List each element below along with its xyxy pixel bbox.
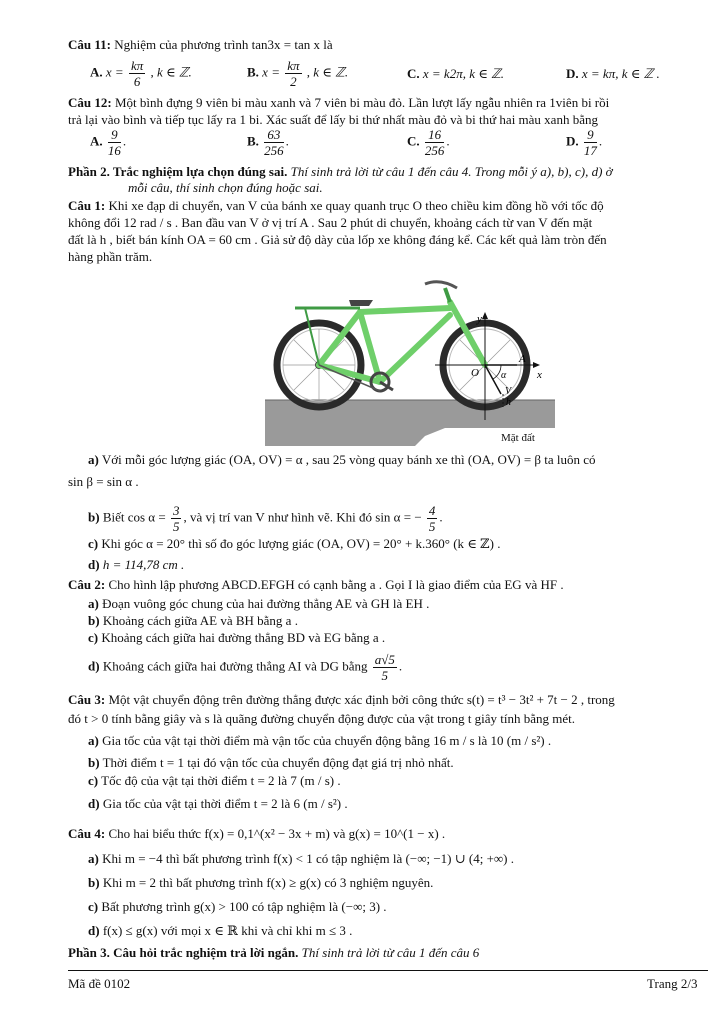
c4-item-d <box>88 923 352 939</box>
option-text: x = k2π, k ∈ ℤ. <box>422 66 505 81</box>
part2-instruction: Thí sinh trả lời từ câu 1 đến câu 4. Trong mỗi ý a), b), c), d) ở <box>290 164 613 179</box>
c2-item-a <box>88 596 429 612</box>
item-text: Khi góc α = 20° thì số đo góc lượng giác (OA, OV) = 20° + k.360° (k ∈ ℤ) . <box>101 536 501 551</box>
label-x: x <box>537 369 542 381</box>
c4-label: Câu 4: <box>68 826 106 841</box>
part3-header <box>68 945 479 961</box>
footer-page-number: Trang 2/3 <box>647 976 698 991</box>
c3-item-c <box>88 773 341 789</box>
item-text: Khoảng cách giữa AE và BH bằng a . <box>102 613 298 628</box>
footer-divider <box>68 970 708 971</box>
option-fraction: $\frac{9}{17}$ <box>583 127 597 158</box>
item-label: b) <box>88 755 100 770</box>
option-post: . <box>446 133 450 149</box>
option-post: , k ∈ ℤ. <box>150 64 192 80</box>
item-label: c) <box>88 773 99 788</box>
option-letter: D. <box>566 133 579 149</box>
item-fraction: $\frac{3}{5}$ <box>172 503 180 534</box>
c2-item-c <box>88 630 385 646</box>
c1-item-c <box>88 536 501 552</box>
c1-line3: đất là h , biết bán kính OA = 60 cm . Giả sử độ dày của lốp xe không đáng kể. Các kết quả làm tròn đến <box>68 232 607 247</box>
q11-option-c <box>407 66 504 82</box>
label-h: h <box>506 397 511 408</box>
q12-option-c <box>407 127 450 158</box>
item-text: Thời điểm t = 1 tại đó vận tốc của chuyển động đạt giá trị nhỏ nhất. <box>102 755 454 770</box>
c3-item-d <box>88 796 348 812</box>
item-text: Gia tốc của vật tại thời điểm t = 2 là 6 (m / s²) . <box>102 796 348 811</box>
option-fraction: $\frac{9}{16}$ <box>107 127 121 158</box>
item-fraction-2: $\frac{4}{5}$ <box>428 503 436 534</box>
c1-item-b <box>88 503 443 534</box>
c1-item-a <box>88 452 596 468</box>
c1-label: Câu 1: <box>68 198 106 213</box>
option-letter: A. <box>90 64 103 80</box>
label-alpha: α <box>501 370 507 381</box>
item-text: Tốc độ của vật tại thời điểm t = 2 là 7 (m / s) . <box>101 773 341 788</box>
option-post: . <box>285 133 289 149</box>
c1-item-d <box>88 557 184 573</box>
q11-option-d <box>566 66 660 82</box>
item-label: d) <box>88 557 100 572</box>
item-fraction: $\frac{a√5}{5}$ <box>374 652 395 683</box>
item-text: Bất phương trình g(x) > 100 có tập nghiệm là (−∞; 3) . <box>101 899 387 914</box>
q12-line2: trả lại vào bình và tiếp tục lấy ra 1 bi. Xác suất để lấy bi thứ nhất màu đỏ và bi thứ hai màu xanh bằng <box>68 112 598 127</box>
item-label: a) <box>88 851 99 866</box>
part3-title: Phần 3. Câu hỏi trắc nghiệm trả lời ngắn. <box>68 945 299 960</box>
q11-option-b <box>247 58 348 89</box>
c3-text-1: Một vật chuyển động trên đường thẳng được xác định bởi công thức s(t) = t³ − 3t² + 7t − 2 , trong <box>108 692 615 707</box>
q12-line1 <box>68 95 609 111</box>
part2-title: Phần 2. Trắc nghiệm lựa chọn đúng sai. <box>68 164 288 179</box>
item-text: Khi m = −4 thì bất phương trình f(x) < 1 có tập nghiệm là (−∞; −1) ∪ (4; +∞) . <box>102 851 515 866</box>
item-text-post: . <box>439 509 443 525</box>
label-v: V <box>505 386 512 397</box>
item-label: d) <box>88 796 100 811</box>
c4-item-a <box>88 851 514 867</box>
c2-stem <box>68 577 564 593</box>
item-text: Gia tốc của vật tại thời điểm mà vận tốc của chuyển động bằng 16 m / s là 10 (m / s²) . <box>102 733 552 748</box>
option-pre: x = <box>262 64 280 80</box>
item-text-post: . <box>398 658 403 674</box>
item-label: b) <box>88 509 100 525</box>
c2-label: Câu 2: <box>68 577 106 592</box>
item-label: b) <box>88 613 100 628</box>
option-letter: B. <box>247 64 259 80</box>
part2-instruction-2: mỗi câu, thí sinh chọn đúng hoặc sai. <box>128 180 323 195</box>
item-label: b) <box>88 875 100 890</box>
label-o: O <box>471 367 479 379</box>
option-text: x = kπ, k ∈ ℤ . <box>581 66 660 81</box>
ground-label: Mặt đất <box>501 432 535 444</box>
c1-item-a-cont: sin β = sin α . <box>68 474 139 489</box>
c4-text: Cho hai biểu thức f(x) = 0,1^(x² − 3x + m) và g(x) = 10^(1 − x) . <box>108 826 446 841</box>
item-label: a) <box>88 452 99 467</box>
q12-label: Câu 12: <box>68 95 112 110</box>
footer-exam-code: Mã đề 0102 <box>68 976 131 991</box>
c2-item-d <box>88 652 402 683</box>
c2-text: Cho hình lập phương ABCD.EFGH có cạnh bằng a . Gọi I là giao điểm của EG và HF . <box>108 577 564 592</box>
item-text-mid: , và vị trí van V như hình vẽ. Khi đó sin α = − <box>183 509 422 525</box>
item-text: Khoảng cách giữa hai đường thẳng BD và EG bằng a . <box>101 630 386 645</box>
item-label: c) <box>88 899 99 914</box>
item-label: d) <box>88 658 100 674</box>
c4-item-b <box>88 875 433 891</box>
option-fraction: $\frac{k\pi}{6}$ <box>130 58 144 89</box>
c3-item-b <box>88 755 454 771</box>
c2-item-b <box>88 613 298 629</box>
item-label: a) <box>88 596 99 611</box>
option-letter: A. <box>90 133 103 149</box>
item-label: c) <box>88 536 99 551</box>
label-a: A <box>519 353 526 365</box>
c4-item-c <box>88 899 387 915</box>
bicycle-figure <box>265 270 555 446</box>
q12-text-1: Một bình đựng 9 viên bi màu xanh và 7 viên bi màu đỏ. Lần lượt lấy ngẫu nhiên ra 1viên bi rồi <box>114 95 610 110</box>
item-label: c) <box>88 630 99 645</box>
option-fraction: $\frac{63}{256}$ <box>264 127 284 158</box>
q12-option-b <box>247 127 289 158</box>
option-post: . <box>598 133 603 149</box>
option-letter: B. <box>247 133 259 149</box>
q11-stem <box>68 37 333 53</box>
option-pre: x = <box>105 64 124 80</box>
option-fraction: $\frac{k\pi}{2}$ <box>287 58 300 89</box>
part2-header <box>68 164 613 180</box>
item-text: Đoạn vuông góc chung của hai đường thẳng AE và GH là EH . <box>102 596 430 611</box>
item-label: a) <box>88 733 99 748</box>
option-fraction: $\frac{16}{256}$ <box>424 127 445 158</box>
item-text: Biết cos α = <box>102 509 166 525</box>
option-letter: C. <box>407 133 420 149</box>
q11-text: Nghiệm của phương trình tan3x = tan x là <box>114 37 333 52</box>
c3-line1 <box>68 692 615 708</box>
bike-frame <box>319 302 485 382</box>
part3-instruction: Thí sinh trả lời từ câu 1 đến câu 6 <box>301 945 480 960</box>
c3-item-a <box>88 733 551 749</box>
label-y: y <box>477 313 482 325</box>
c1-line1 <box>68 198 604 214</box>
q12-option-a <box>90 127 126 158</box>
c3-label: Câu 3: <box>68 692 106 707</box>
option-letter: D. <box>566 66 579 81</box>
c1-line2: không đổi 12 rad / s . Ban đầu van V ở vị trí A . Sau 2 phút di chuyển, khoảng cách từ van V đến mặt <box>68 215 593 230</box>
item-text: f(x) ≤ g(x) với mọi x ∈ ℝ khi và chỉ khi m ≤ 3 . <box>102 923 353 938</box>
q12-option-d <box>566 127 602 158</box>
option-post: , k ∈ ℤ. <box>306 64 349 80</box>
item-label: d) <box>88 923 100 938</box>
item-text: Với mỗi góc lượng giác (OA, OV) = α , sau 25 vòng quay bánh xe thì (OA, OV) = β ta luôn có <box>101 452 596 467</box>
item-text: Khi m = 2 thì bất phương trình f(x) ≥ g(x) có 3 nghiệm nguyên. <box>102 875 434 890</box>
option-post: . <box>122 133 127 149</box>
option-letter: C. <box>407 66 420 81</box>
q11-label: Câu 11: <box>68 37 111 52</box>
c3-line2: đó t > 0 tính bằng giây và s là quãng đường chuyển động được của vật trong t giây tính bằng mét. <box>68 711 576 726</box>
item-text: Khoảng cách giữa hai đường thẳng AI và DG bằng <box>102 658 368 674</box>
c1-text-1: Khi xe đạp di chuyển, van V của bánh xe quay quanh trục O theo chiều kim đồng hồ với tốc độ <box>108 198 604 213</box>
c4-stem <box>68 826 445 842</box>
item-text: h = 114,78 cm . <box>102 557 185 572</box>
q11-option-a <box>90 58 192 89</box>
c1-line4: hàng phần trăm. <box>68 249 153 264</box>
